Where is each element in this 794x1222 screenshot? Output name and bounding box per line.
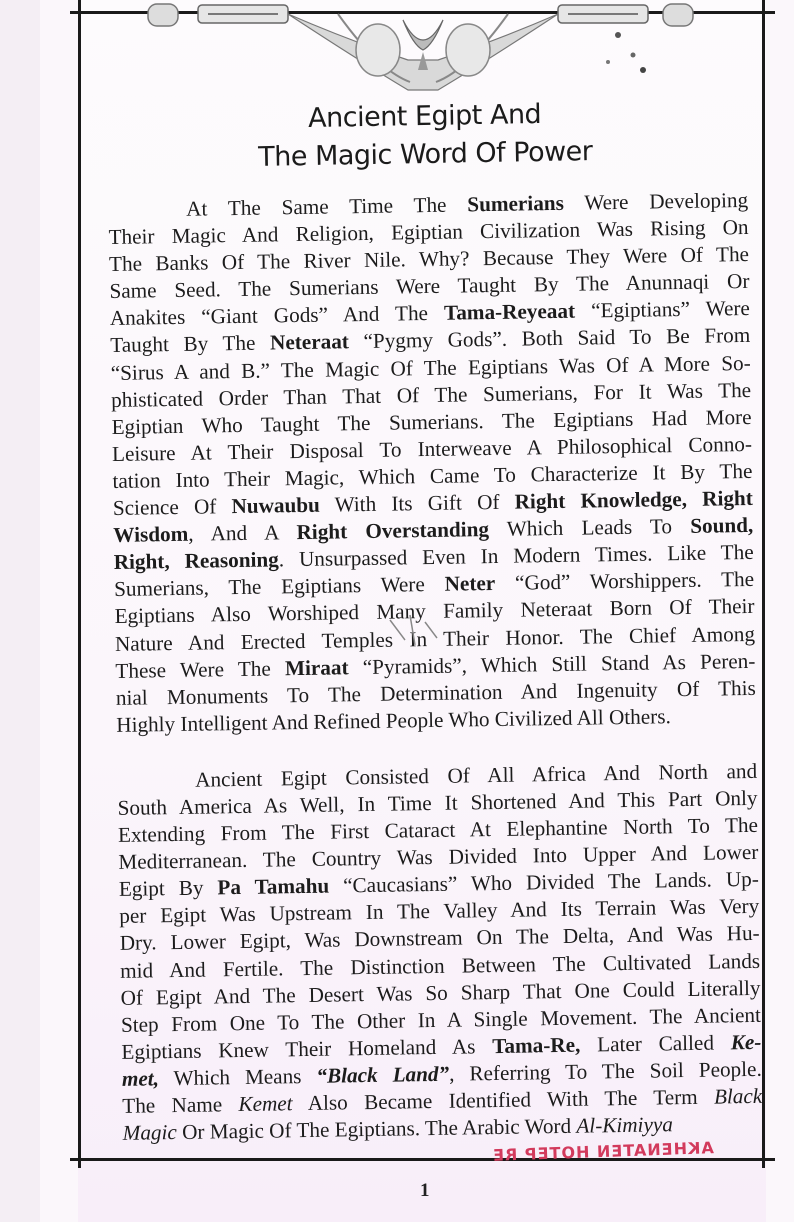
bold-term: Right, Reasoning [113,547,279,575]
bold-term: Right Knowledge, Right [514,485,753,514]
bold-term: Miraat [284,654,349,680]
winged-disk-ornament [138,0,698,100]
page-border-left [78,0,81,1168]
bold-term: Pa Tamahu [217,873,330,900]
text-line: Wisdom, And A Right Overstanding Which Leads To Sound, [113,513,754,548]
text-line: met, Which Means “Black Land”, Referring To The Soil People. [121,1056,762,1091]
text-line: South America As Well, In Time It Shortened And This Part Only [117,785,758,820]
bold-term: Neteraat [269,329,350,355]
text-line: The Banks Of The River Nile. Why? Because They Were Of The [108,242,750,277]
bold-term: Sumerians [467,190,565,217]
text-line: Ancient Egipt Consisted Of All Africa And North and [194,758,758,792]
paragraph [117,758,763,1147]
text-line: Egiptian Who Taught The Sumerians. The Egiptians Had More [111,404,752,439]
text-line: Dry. Lower Egipt, Was Downstream On The Delta, And Was Hu- [119,921,760,956]
text-line: Extending From The First Cataract At Elephantine North To The [117,812,759,847]
text-line: tation Into Their Magic, Which Came To Characterize It By The [112,458,753,493]
text-line: Same Seed. The Sumerians Were Taught By The Anunnaqi Or [109,269,750,304]
text-line: Magic Or Magic Of The Egiptians. The Arabic Word Al-Kimiyya [122,1112,674,1145]
text-line: At The Same Time The Sumerians Were Developing [186,187,749,221]
pencil-mark [385,610,445,650]
text-line: Step From One To The Other In A Single Movement. The Ancient [120,1002,762,1037]
page-title [159,93,690,178]
text-line: Leisure At Their Disposal To Interweave A Philosophical Conno- [111,431,753,466]
handwritten-note: AKHENATEN HOTEP RE [491,1138,715,1165]
text-line: nial Monuments To The Determination And Ingenuity Of This [115,675,756,710]
bold-term: met, [121,1066,160,1091]
text-line: phisticated Order Than That Of The Sumerians, For It Was The [110,377,752,412]
text-line: Nature And Erected Temples In Their Honor. The Chief Among [114,621,756,656]
italic-term: Black [713,1083,763,1109]
bold-term: Tama-Re, [492,1032,581,1058]
text-line: Taught By The Neteraat “Pygmy Gods”. Both Said To Be From [110,323,751,358]
bold-term: Neter [444,571,496,597]
bold-term: “Black Land” [316,1061,450,1088]
text-line: Of Egipt And The Desert Was So Sharp That One Could Literally [120,975,761,1010]
text-line: Their Magic And Religion, Egiptian Civilization Was Rising On [108,215,749,250]
title-line-1: Ancient Egipt And [307,98,542,135]
bold-term: Nuwaubu [231,492,321,519]
page-outer-margin [0,0,40,1222]
page-number: 1 [420,1180,430,1201]
body-text [108,187,763,1147]
text-line: per Egipt Was Upstream In The Valley And Its Terrain Was Very [119,894,760,929]
page-border-right [762,0,765,1168]
text-line: Highly Intelligent And Refined People Who Civilized All Others. [116,704,671,737]
text-line: “Sirus A and B.” The Magic Of The Egiptians Was Of A More So- [110,350,751,385]
bold-term: Right Overstanding [296,517,490,545]
bold-term: Sound, [690,513,754,539]
text-line: Mediterranean. The Country Was Divided Into Upper And Lower [118,840,759,875]
text-line: Science Of Nuwaubu With Its Gift Of Right Knowledge, Right [112,485,753,520]
text-line: Anakites “Giant Gods” And The Tama-Reyeaat “Egiptians” Were [109,296,751,331]
paragraph [108,187,756,739]
text-line: Sumerians, The Egiptians Were Neter “God” Worshippers. The [113,567,755,602]
title-line-2: The Magic Word Of Power [257,136,593,173]
text-line: The Name Kemet Also Became Identified With The Term Black [122,1083,763,1118]
text-line: Egipt By Pa Tamahu “Caucasians” Who Divided The Lands. Up- [118,867,759,902]
text-line: Right, Reasoning. Unsurpassed Even In Modern Times. Like The [113,540,754,575]
bold-term: Ke- [730,1029,762,1055]
text-line: mid And Fertile. The Distinction Between The Cultivated Lands [119,948,761,983]
bold-term: Tama-Reyeaat [443,299,576,326]
italic-term: Kemet [238,1091,293,1117]
text-line: Egiptians Also Worshiped Many Family Neteraat Born Of Their [114,594,755,629]
bold-term: Wisdom [113,521,189,548]
text-line: These Were The Miraat “Pyramids”, Which Still Stand As Peren- [115,648,756,683]
italic-term: Magic [122,1120,178,1145]
text-line: Egiptians Knew Their Homeland As Tama-Re, Later Called Ke- [121,1029,762,1064]
italic-term: Al-Kimiyya [576,1112,674,1138]
